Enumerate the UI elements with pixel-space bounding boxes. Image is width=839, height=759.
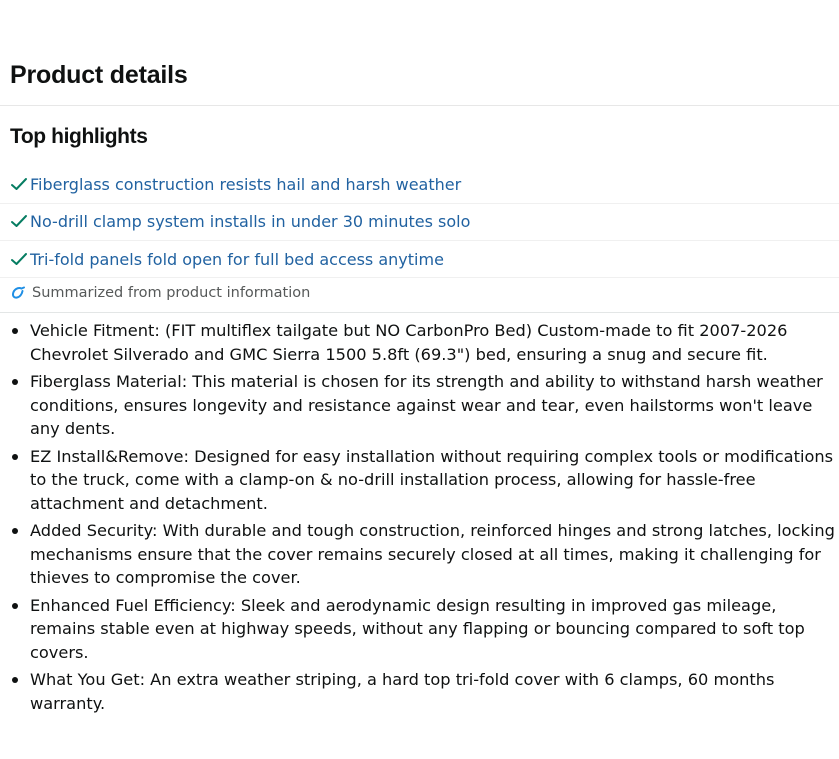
top-highlights-heading: Top highlights	[10, 125, 148, 148]
check-icon	[10, 213, 28, 229]
page-title: Product details	[10, 61, 188, 89]
feature-bullet-text: EZ Install&Remove: Designed for easy installation without requiring complex tools or modifications to the truck, come with a clamp-on & no-drill installation process, allowing for hassle-free attachment and detachment.	[30, 446, 834, 513]
summary-note	[10, 282, 310, 304]
check-icon	[10, 176, 28, 192]
highlight-item	[10, 209, 470, 233]
feature-bullet-text: Vehicle Fitment: (FIT multiflex tailgate but NO CarbonPro Bed) Custom-made to fit 2007-2026 Chevrolet Silverado and GMC Sierra 1500 5.8ft (69.3") bed, ensuring a snug and secure fit.	[30, 321, 788, 364]
feature-bullet-list	[10, 319, 836, 719]
bullet-dot	[12, 328, 18, 334]
highlight-label: Fiberglass construction resists hail and harsh weather	[30, 174, 462, 194]
bullet-dot	[12, 677, 18, 683]
highlight-label: No-drill clamp system installs in under 30 minutes solo	[30, 211, 471, 231]
feature-bullet-text: Enhanced Fuel Efficiency: Sleek and aerodynamic design resulting in improved gas mileage, remains stable even at highway speeds, without any flapping or bouncing compared to soft top covers.	[30, 595, 805, 662]
feature-bullet	[10, 594, 836, 665]
bullet-dot	[12, 454, 18, 460]
highlight-item	[10, 172, 461, 196]
feature-bullet	[10, 319, 836, 366]
check-icon	[10, 251, 28, 267]
title-divider	[0, 105, 839, 106]
highlight-divider	[0, 277, 839, 278]
highlight-label: Tri-fold panels fold open for full bed access anytime	[30, 249, 444, 269]
summary-divider	[0, 312, 839, 313]
feature-bullet-text: What You Get: An extra weather striping, a hard top tri-fold cover with 6 clamps, 60 months warranty.	[30, 670, 775, 713]
highlight-item	[10, 247, 444, 271]
feature-bullet	[10, 668, 836, 715]
bullet-dot	[12, 379, 18, 385]
feature-bullet	[10, 445, 836, 516]
highlight-divider	[0, 240, 839, 241]
summary-note-text: Summarized from product information	[32, 285, 311, 301]
highlight-divider	[0, 203, 839, 204]
feature-bullet-text: Added Security: With durable and tough construction, reinforced hinges and strong latches, locking mechanisms ensure that the cover remains securely closed at all times, making it challenging for thieves to compromise the cover.	[30, 521, 835, 588]
bullet-dot	[12, 528, 18, 534]
ai-summary-icon	[10, 286, 26, 300]
feature-bullet	[10, 370, 836, 441]
feature-bullet-text: Fiberglass Material: This material is chosen for its strength and ability to withstand harsh weather conditions, ensures longevity and resistance against wear and tear, even hailstorms won't leave any dents.	[30, 371, 823, 439]
feature-bullet	[10, 519, 836, 590]
bullet-dot	[12, 603, 18, 609]
